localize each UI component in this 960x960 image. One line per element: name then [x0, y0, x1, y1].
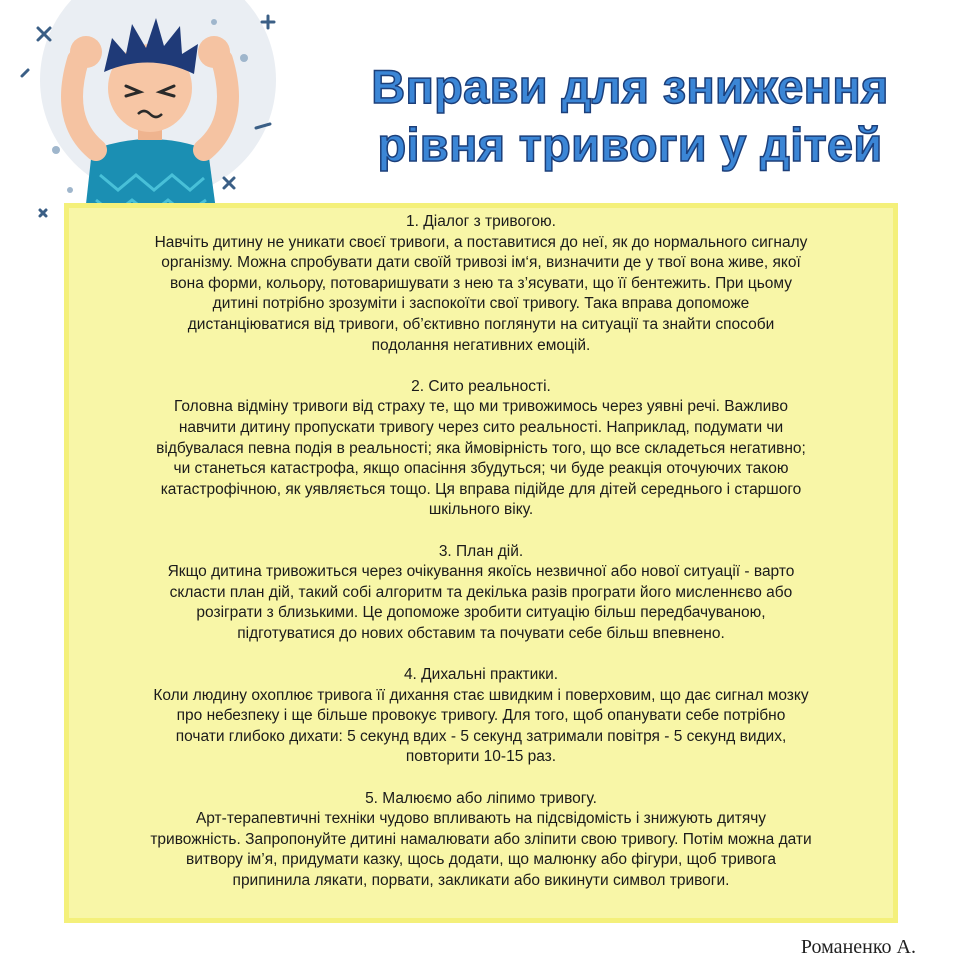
text-line: подолання негативних емоцій.	[371, 336, 591, 354]
exercise-section	[64, 789, 898, 892]
exercise-heading: 5. Малюємо або ліпимо тривогу.	[365, 789, 597, 807]
exercises-list	[64, 212, 898, 892]
text-line: навчити дитину пропускати тривогу через сито реальності. Наприклад, подумати чи	[178, 418, 784, 436]
text-line: чи станеться катастрофа, якщо опасіння збудуться; чи буде реакція оточуючих такою	[173, 460, 789, 478]
text-line: організму. Можна спробувати дати своїй тривозі ім‘я, визначити де у твої вона живе, якої	[161, 254, 801, 272]
exercise-section	[64, 542, 898, 645]
text-line: Головна відміну тривоги від страху те, що ми тривожимось через уявні речі. Важливо	[174, 398, 788, 416]
text-line: про небезпеку і ще більше провокує тривогу. Для того, щоб опанувати себе потрібно	[176, 707, 786, 725]
exercise-heading: 1. Діалог з тривогою.	[406, 213, 556, 230]
exercise-heading: 3. План дій.	[438, 542, 524, 560]
text-line: дитині потрібно зрозуміти і заспокоїти свої тривогу. Така вправа допоможе	[212, 295, 750, 313]
text-line: вона форми, кольору, потоваришувати з нею та з’ясувати, що її бентежить. При цьому	[170, 274, 792, 292]
text-line: тривожність. Запропонуйте дитині намалювати або зліпити свою тривогу. Потім можна дати	[150, 830, 812, 848]
text-line: катастрофічною, як уявляється тощо. Ця вправа підійде для дітей середнього і старшого	[160, 480, 802, 498]
author-signature: Романенко А.	[800, 936, 916, 958]
exercise-heading: 2. Сито реальності.	[411, 377, 551, 395]
text-line: Коли людину охоплює тривога її дихання стає швидким і поверховим, що дає сигнал мозку	[153, 686, 809, 704]
text-line: розіграти з близькими. Це допоможе зробити ситуацію більш передбачуваною,	[196, 604, 766, 622]
text-line: Арт-терапевтичні техніки чудово впливають на підсвідомість і знижують дитячу	[195, 810, 767, 828]
text-line: підготуватися до нових обставим та почувати себе більш впевнено.	[237, 624, 725, 642]
text-line: дистанціюватися від тривоги, об’єктивно поглянути на ситуації та знайти способи	[187, 315, 775, 333]
exercise-section	[64, 377, 898, 521]
exercise-section	[64, 212, 898, 356]
text-line: Якщо дитина тривожиться через очікування якоїсь незвичної або нової ситуації - варто	[167, 563, 795, 581]
text-line: витвору ім’я, придумати казку, щось додати, що малюнку або фігури, щоб тривога	[186, 851, 776, 869]
title-line-1: Вправи для зниження	[371, 60, 889, 113]
text-line: Навчіть дитину не уникати своєї тривоги, а поставитися до неї, як до нормального сигналу	[154, 233, 808, 251]
title-line-2: рівня тривоги у дітей	[377, 118, 883, 171]
exercise-heading: 4. Дихальні практики.	[403, 666, 559, 684]
text-line: скласти план дій, такий собі алгоритм та декілька разів програти його мисленнєво або	[169, 583, 793, 601]
exercise-section	[64, 665, 898, 768]
page-title	[300, 58, 960, 174]
text-line: припинила лякати, порвати, закликати або викинути символ тривоги.	[232, 872, 730, 889]
text-line: відбувалася певна подія в реальності; яка ймовірність того, що все складеться негативно;	[156, 439, 806, 457]
text-line: повторити 10-15 раз.	[405, 748, 557, 766]
text-line: шкільного віку.	[428, 501, 534, 519]
text-line: почати глибоко дихати: 5 секунд вдих - 5 секунд затримали повітря - 5 секунд видих,	[175, 727, 787, 745]
